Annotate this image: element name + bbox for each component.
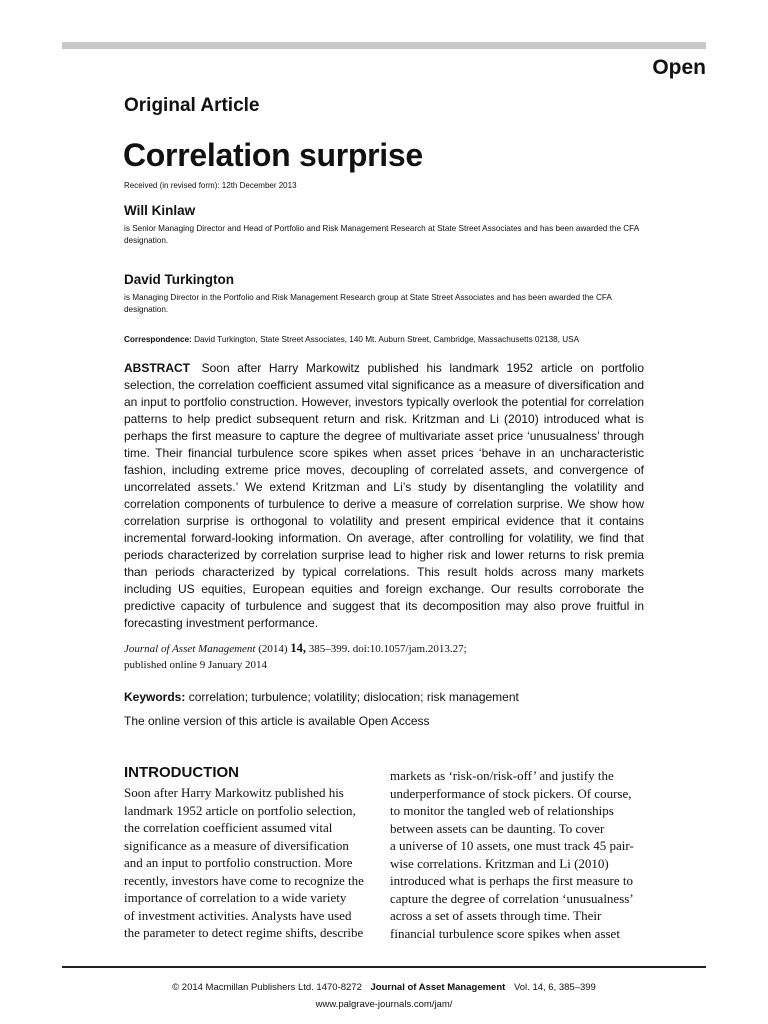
text-line: and an input to portfolio construction. More: [124, 855, 353, 870]
author-name: Will Kinlaw: [124, 203, 196, 218]
footer-journal: Journal of Asset Management: [370, 982, 506, 993]
citation-published: published online 9 January 2014: [124, 659, 267, 671]
text-line: of investment activities. Analysts have used: [124, 907, 352, 923]
text-line: significance as a measure of diversification: [124, 837, 349, 853]
keywords-label: Keywords:: [124, 690, 186, 704]
author-bio: is Managing Director in the Portfolio and Risk Management Research group at State Street Associates and has been awarded the CFA designation.: [124, 293, 612, 314]
correspondence: [124, 335, 664, 344]
abstract: [124, 360, 644, 632]
footer-rule: [62, 966, 706, 968]
text-line: landmark 1952 article on portfolio selection,: [124, 802, 356, 818]
citation-line: [124, 640, 644, 657]
text-line: capture the degree of correlation ‘unusualness’: [390, 890, 634, 906]
citation-details: 385–399. doi:10.1057/jam.2013.27;: [308, 643, 467, 655]
text-line: to monitor the tangled web of relationships: [390, 803, 614, 818]
text-line: the parameter to detect regime shifts, describe: [124, 925, 364, 940]
introduction-column-left: [124, 784, 376, 942]
citation: [124, 640, 644, 673]
introduction-heading: INTRODUCTION: [124, 764, 239, 781]
text-line: Soon after Harry Markowitz published his: [124, 785, 344, 800]
author-bio: is Senior Managing Director and Head of Portfolio and Risk Management Research at State Street Associates and has been awarded the CFA designation.: [124, 224, 639, 245]
correspondence-label: Correspondence:: [124, 335, 192, 344]
article-title: Correlation surprise: [123, 137, 423, 173]
open-access-label: Open: [652, 56, 706, 79]
top-rule: [62, 42, 706, 49]
abstract-label: ABSTRACT: [124, 361, 190, 375]
correspondence-text: David Turkington, State Street Associates, 140 Mt. Auburn Street, Cambridge, Massachusetts 02138, USA: [194, 335, 580, 344]
keywords: [124, 690, 519, 704]
text-line: markets as ‘risk-on/risk-off’ and justify the: [390, 768, 614, 783]
citation-volume: 14,: [290, 641, 306, 655]
citation-year: (2014): [258, 643, 288, 655]
introduction-column-right: [390, 767, 642, 942]
text-line: recently, investors have come to recognize the: [124, 872, 364, 888]
footer-info: [0, 982, 768, 993]
article-type: Original Article: [124, 95, 260, 116]
text-line: financial turbulence score spikes when asset: [390, 925, 620, 941]
text-line: across a set of assets through time. Their: [390, 908, 602, 923]
keywords-text: correlation; turbulence; volatility; dislocation; risk management: [188, 690, 519, 704]
text-line: wise correlations. Kritzman and Li (2010): [390, 855, 609, 871]
text-line: underperformance of stock pickers. Of course,: [390, 785, 632, 801]
footer-volume: Vol. 14, 6, 385–399: [513, 982, 596, 993]
footer-url[interactable]: www.palgrave-journals.com/jam/: [315, 999, 453, 1010]
text-line: the correlation coefficient assumed vital: [124, 820, 333, 835]
author-name: David Turkington: [124, 272, 234, 287]
citation-journal: Journal of Asset Management: [124, 643, 256, 655]
footer-copyright: © 2014 Macmillan Publishers Ltd. 1470-8272: [172, 982, 362, 993]
text-line: introduced what is perhaps the first measure to: [390, 873, 633, 888]
text-line: importance of correlation to a wide variety: [124, 890, 347, 905]
text-line: a universe of 10 assets, one must track 45 pair-: [390, 838, 634, 853]
text-line: between assets can be daunting. To cover: [390, 820, 605, 836]
abstract-text: Soon after Harry Markowitz published his landmark 1952 article on portfolio selection, the correlation coefficient assumed vital significance as a measure of diversification and an input to portfolio construction. However, investors typically overlook the potential for correlation patterns to help predict subsequent return and risk. Kritzman and Li (2010) introduced what is perhaps the first measure to capture the degree of multivariate asset price ‘unusualness’ through time. Their financial turbulence score spikes when asset prices ‘behave in an uncharacteristic fashion, including extreme price moves, decoupling of correlated assets, and convergence of uncorrelated assets.’ We extend Kritzman and Li’s study by disentangling the volatility and correlation components of turbulence to derive a measure of correlation surprise. We show how correlation surprise is orthogonal to volatility and present empirical evidence that it contains incremental forward-looking information. On average, after controlling for volatility, we find that periods characterized by correlation surprise lead to higher risk and lower returns to risk premia than periods characterized by typical correlations. This result holds across many markets including US equities, European equities and foreign exchange. Our results corroborate the predictive capacity of turbulence and suggest that its decomposition may also prove fruitful in forecasting investment performance.: [124, 361, 644, 630]
received-date: Received (in revised form): 12th December 2013: [124, 181, 297, 190]
open-access-note: The online version of this article is available Open Access: [124, 714, 430, 728]
